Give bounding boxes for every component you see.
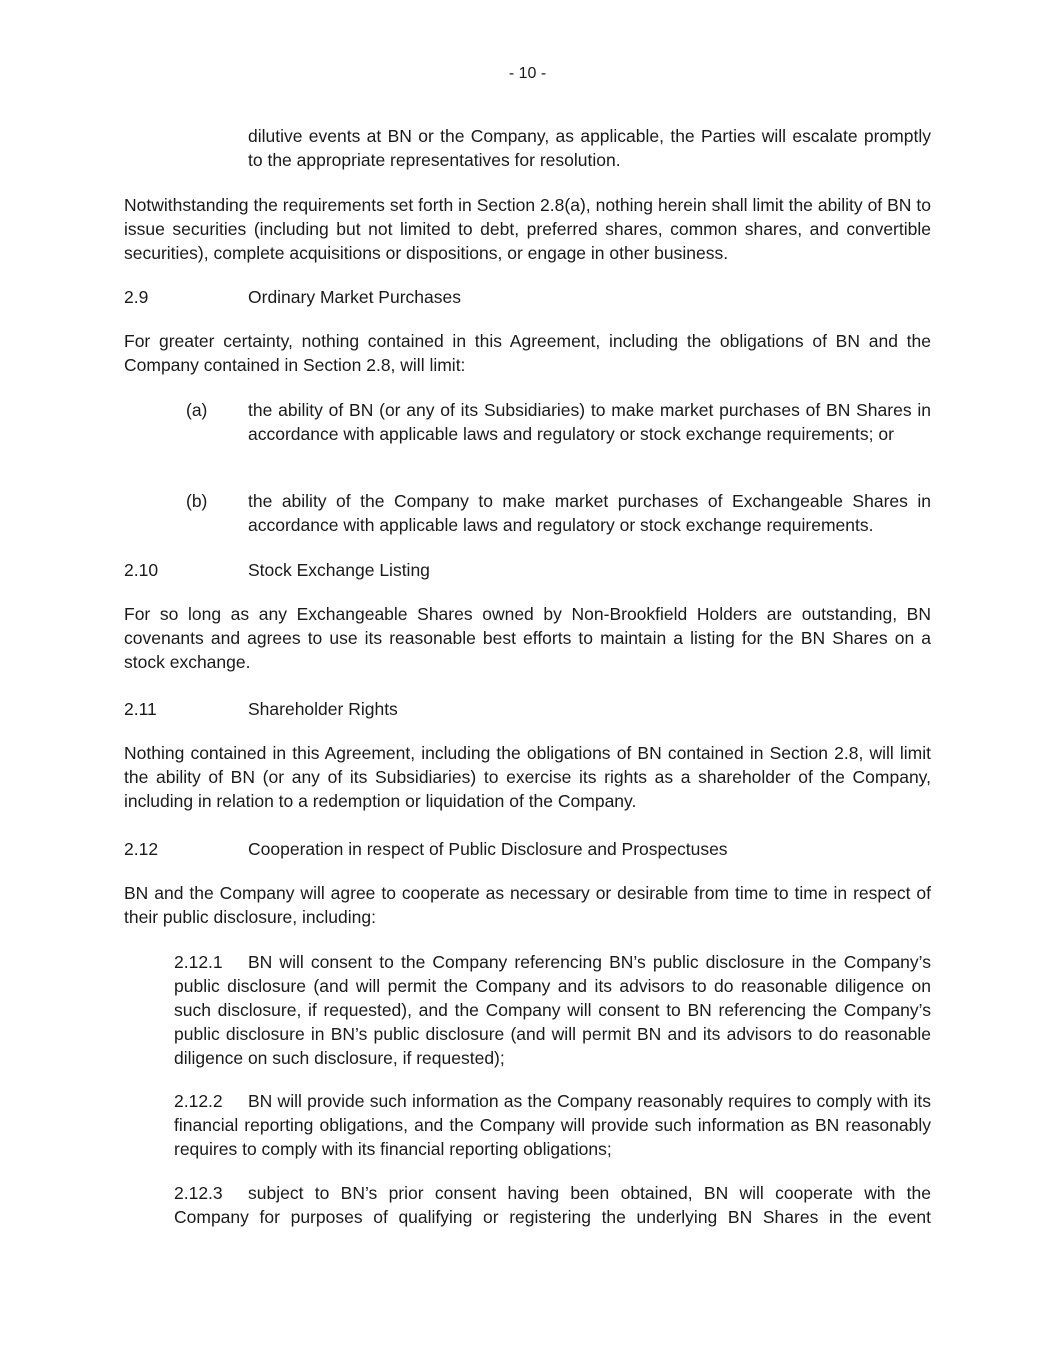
section-2-10-body: For so long as any Exchangeable Shares owned by Non-Brookfield Holders are outstanding, BN covenants and agrees to use its reasonable best efforts to maintain a listing for the BN Shares on a stock exchange. (124, 604, 931, 672)
subsection-text: BN will consent to the Company referencing BN’s public disclosure in the Company’s public disclosure (and will permit the Company and its advisors to do reasonable diligence on such disclosure, if requested), and the Company will consent to BN referencing the Company’s public disclosure in BN’s public disclosure (and will permit BN and its advisors to do reasonable diligence on such disclosure, if requested); (174, 952, 931, 1068)
section-number: 2.10 (124, 560, 159, 580)
section-2-11-body: Nothing contained in this Agreement, including the obligations of BN contained in Section 2.8, will limit the ability of BN (or any of its Subsidiaries) to exercise its rights as a shareholder of the Company, including in relation to a redemption or liquidation of the Company. (124, 743, 931, 811)
subsection-text: subject to BN’s prior consent having been obtained, BN will cooperate with the Company for purposes of qualifying or registering the underlying BN Shares in the event (174, 1183, 931, 1227)
list-item-text: the ability of the Company to make market purchases of Exchangeable Shares in accordance with applicable laws and regulatory or stock exchange requirements. (248, 491, 931, 535)
list-item-label: (a) (186, 400, 208, 420)
section-title: Shareholder Rights (248, 699, 398, 719)
section-2-12-body: BN and the Company will agree to cooperate as necessary or desirable from time to time in respect of their public disclosure, including: (124, 883, 931, 927)
section-2-9-body: For greater certainty, nothing contained in this Agreement, including the obligations of BN and the Company contained in Section 2.8, will limit: (124, 331, 931, 375)
subsection-number: 2.12.3 (174, 1183, 223, 1203)
subsection-2-12-2 (174, 1089, 931, 1161)
section-number: 2.9 (124, 287, 149, 307)
list-item-label: (b) (186, 491, 208, 511)
continuation-paragraph: dilutive events at BN or the Company, as applicable, the Parties will escalate promptly to the appropriate representatives for resolution. (248, 126, 931, 170)
page-number: - 10 - (508, 65, 547, 82)
subsection-2-12-3 (174, 1181, 931, 1229)
subsection-2-12-1 (174, 950, 931, 1070)
section-title: Stock Exchange Listing (248, 560, 430, 580)
subsection-text: BN will provide such information as the Company reasonably requires to comply with its financial reporting obligations, and the Company will provide such information as BN reasonably requires to comply with its financial reporting obligations; (174, 1091, 931, 1159)
list-item-text: the ability of BN (or any of its Subsidiaries) to make market purchases of BN Shares in accordance with applicable laws and regulatory or stock exchange requirements; or (248, 400, 931, 444)
section-number: 2.11 (124, 699, 157, 719)
subsection-number: 2.12.1 (174, 952, 223, 972)
section-number: 2.12 (124, 839, 159, 859)
subsection-number: 2.12.2 (174, 1091, 223, 1111)
section-title: Cooperation in respect of Public Disclosure and Prospectuses (248, 839, 728, 859)
notwithstanding-paragraph: Notwithstanding the requirements set forth in Section 2.8(a), nothing herein shall limit the ability of BN to issue securities (including but not limited to debt, preferred shares, common shares, and convertible securities), complete acquisitions or dispositions, or engage in other business. (124, 195, 931, 263)
section-title: Ordinary Market Purchases (248, 287, 461, 307)
